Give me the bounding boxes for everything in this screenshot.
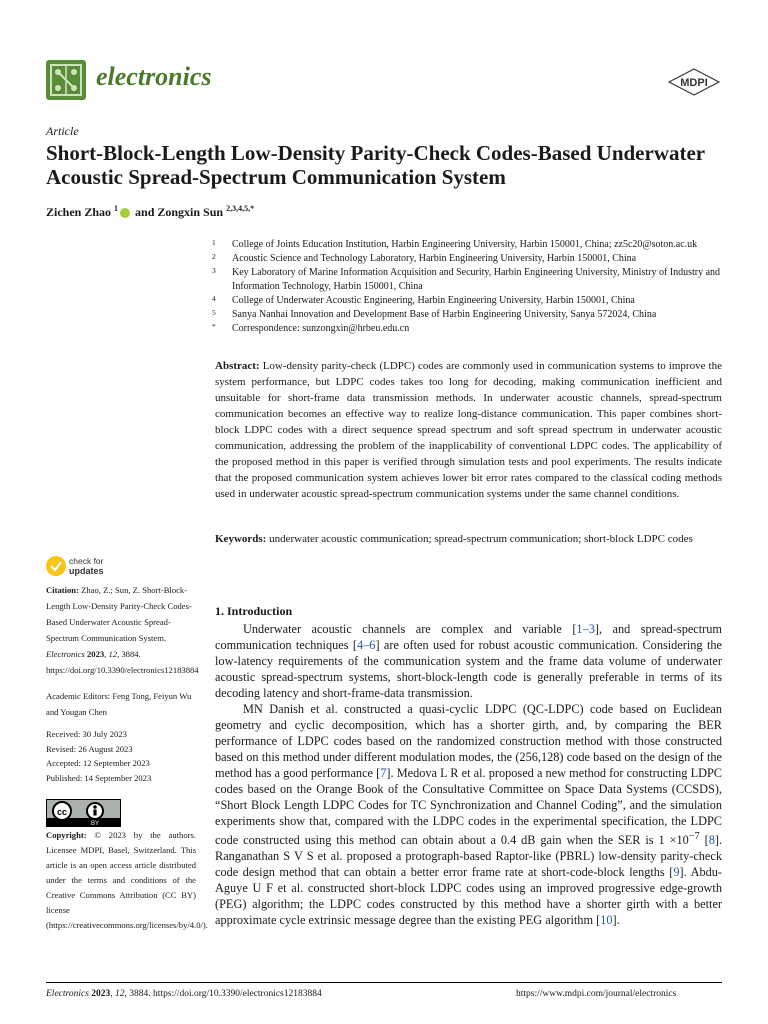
- affiliation: 2 Acoustic Science and Technology Laboratory, Harbin Engineering University, Harbin 150001, China: [212, 252, 637, 264]
- copyright-text: © 2023 by the authors. Licensee MDPI, Basel, Switzerland. This article is an open access article distributed under the terms and conditions of the Creative Commons Attribution (CC BY) license (https://creativecommons.org/licenses/by/4.0/).: [46, 830, 208, 930]
- reference-link[interactable]: 7: [380, 766, 387, 780]
- author-2[interactable]: Zongxin Sun: [157, 205, 224, 219]
- keywords-text: underwater acoustic communication; spread-spectrum communication; short-block LDPC codes: [269, 533, 693, 545]
- body-text: [215, 621, 722, 928]
- reference-link[interactable]: 10: [600, 913, 613, 928]
- journal-name: electronics: [96, 62, 212, 91]
- abstract-text: Low-density parity-check (LDPC) codes are commonly used in communication systems to improve the system performance, but LDPC codes takes too long for decoding, making communication inefficient and unsuitable for short-frame data transmission methods. In underwater acoustic channels, spread-spectrum communication becomes an effective way to realize long-distance communication. This paper combines short-block LDPC codes with a direct sequence spread spectrum and soft spread spectrum in underwater acoustic communication, addressing the problem of the inapplicability of conventional LDPC codes. The applicability of the proposed method in this paper is verified through simulation tests and pool experiments. The results indicate that the proposed communication system achieves lower bit error rates compared to the classical coding methods used in underwater acoustic spread-spectrum communication systems under the same channel conditions.: [215, 360, 722, 500]
- author-2-affil: 2,3,4,5,*: [226, 204, 255, 213]
- accepted-date: Accepted: 12 September 2023: [46, 758, 150, 768]
- section-heading: 1. Introduction: [215, 604, 293, 618]
- reference-link[interactable]: 4–6: [356, 638, 376, 652]
- svg-text:cc: cc: [56, 807, 68, 817]
- footer-doi[interactable]: , 3884. https://doi.org/10.3390/electronics12183884: [124, 989, 322, 999]
- academic-editors: Academic Editors: Feng Tong, Feiyun Wu and Yougan Chen: [46, 691, 192, 717]
- mdpi-label: MDPI: [680, 77, 708, 89]
- check-for-label: check for: [69, 556, 104, 566]
- reference-link[interactable]: 8: [708, 833, 715, 848]
- keywords: [215, 531, 722, 547]
- copyright-notice: [46, 828, 208, 933]
- copyright-label: Copyright:: [46, 830, 87, 840]
- check-for-updates-button[interactable]: [46, 556, 136, 578]
- paragraph: MN Danish et al. constructed a quasi-cyclic LDPC (QC-LDPC) code based on Euclidean geometry and cyclic decomposition, which has a shorter girth, and, by comparing the BER performance of LDPC codes based on the randomized construction method with those constructed based on this method under different modulation modes, the (256,128) code based on the design of the method has a good performance [7]. Medova L R et al. proposed a new method for constructing LDPC codes based on the Orange Book of the Consultative Committee on Space Data Systems (CCSDS), “Short Block Length LDPC Codes for TC Synchronization and Channel Coding”, and the simulation experiments show that, compared with the LDPC codes in the experimental specification, the LDPC code constructed using this method can obtain about a 0.4 dB gain when the SER is $1 \times 10^{-7}$ [8]. Ranganathan S V S et al. proposed a protograph-based Raptor-like (PBRL) low-density parity-check code design method that can obtain a better error frame rate at short-code-block lengths [9]. Abdu-Aguye U F et al. constructed short-block LDPC codes using an improved progressive edge-growth (PEG) algorithm; the LDPC codes constructed by this method have a shorter girth with a better approximate cycle extrinsic message degree than the existing PEG algorithm [10].: [215, 702, 723, 928]
- published-date: Published: 14 September 2023: [46, 772, 152, 783]
- citation-text: Zhao, Z.; Sun, Z. Short-Block-Length Low-Density Parity-Check Codes-Based Underwater Acoustic Spread-Spectrum Communication System.: [46, 585, 192, 643]
- citation-journal: Electronics: [46, 649, 85, 659]
- check-for-updates-icon: [46, 556, 66, 576]
- affiliation: 3 Key Laboratory of Marine Information Acquisition and Security, Harbin Engineering University, Ministry of Industry and Information Technology, Harbin 150001, China: [212, 266, 721, 292]
- author-1[interactable]: Zichen Zhao: [46, 205, 112, 219]
- affiliation: 5 Sanya Nanhai Innovation and Development Base of Harbin Engineering University, Sanya 572024, China: [212, 308, 657, 320]
- citation-label: Citation:: [46, 585, 79, 595]
- svg-text:BY: BY: [90, 821, 100, 826]
- correspondence: * Correspondence: sunzongxin@hrbeu.edu.cn: [212, 322, 410, 334]
- citation: Citation: Zhao, Z.; Sun, Z. Short-Block-Length Low-Density Parity-Check Codes-Based Underwater Acoustic Spread-Spectrum Communication System. Electronics 2023, 12, 3884. https://doi.org/10.3390/electronics12183884: [46, 585, 199, 675]
- abstract-label: Abstract:: [215, 360, 260, 372]
- affiliation: 4 College of Underwater Acoustic Engineering, Harbin Engineering University, Harbin 150001, China: [212, 294, 635, 306]
- author-joiner: and: [135, 205, 155, 219]
- affiliation: 1 College of Joints Education Institution, Harbin Engineering University, Harbin 150001, China; zz5c20@soton.ac.uk: [212, 238, 698, 250]
- citation-year: 2023: [86, 649, 105, 659]
- reference-link[interactable]: 9: [673, 865, 680, 880]
- abstract: [215, 358, 722, 502]
- revised-date: Revised: 26 August 2023: [46, 743, 133, 754]
- keywords-label: Keywords:: [215, 533, 267, 545]
- received-date: Received: 30 July 2023: [46, 729, 127, 739]
- authors: [46, 204, 254, 220]
- article-type: Article: [46, 124, 79, 138]
- mdpi-logo-icon: [668, 68, 720, 96]
- author-1-affil: 1: [114, 204, 119, 213]
- updates-label: updates: [69, 566, 104, 576]
- citation-doi[interactable]: , 3884. https://doi.org/10.3390/electronics12183884: [46, 649, 199, 675]
- citation-volume: 12: [108, 649, 118, 659]
- publication-dates: [46, 727, 196, 785]
- reference-link[interactable]: 1–3: [576, 622, 595, 636]
- orcid-icon[interactable]: [120, 208, 130, 218]
- footer-divider: [46, 982, 722, 983]
- footer-journal-url[interactable]: https://www.mdpi.com/journal/electronics: [516, 989, 677, 999]
- paragraph: Underwater acoustic channels are complex and variable [1–3], and spread-spectrum communication techniques [4–6] are often used for robust acoustic communication. Considering the low-latency requirements of the communication system and the frame data volume of underwater acoustic spread-spectrum systems, short-block-length code is generally preferable in terms of its decoding latency and short-frame-data transmission.: [215, 622, 722, 700]
- footer-citation: Electronics 2023, 12, 3884. https://doi.org/10.3390/electronics12183884: [46, 989, 322, 999]
- cc-by-license-icon[interactable]: [46, 799, 121, 827]
- page-title: Short-Block-Length Low-Density Parity-Check Codes-Based Underwater Acoustic Spread-Spectrum Communication System: [46, 141, 705, 189]
- electronics-logo-icon: [46, 60, 86, 100]
- affiliations-list: [212, 238, 722, 336]
